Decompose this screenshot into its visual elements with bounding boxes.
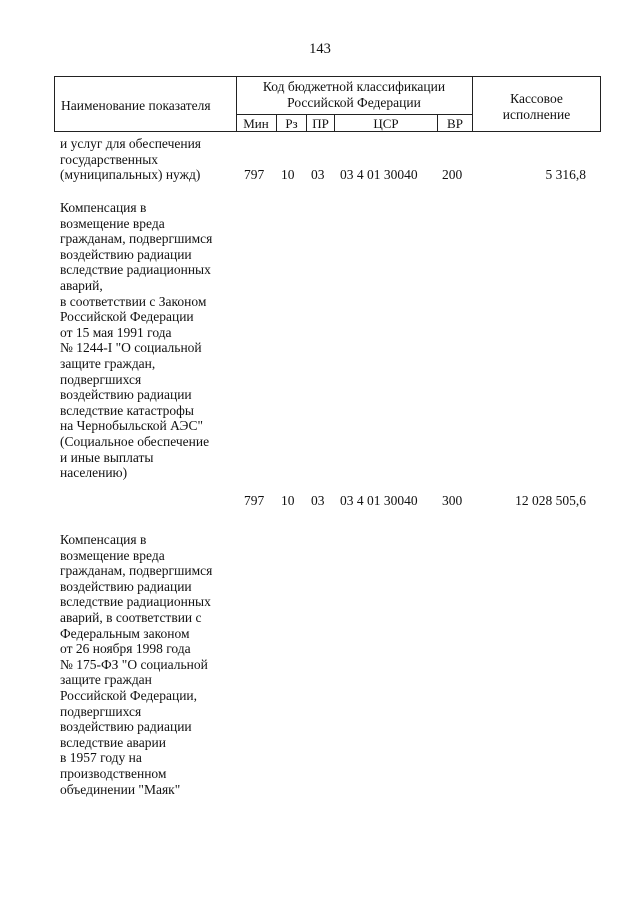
row-2-line: от 15 мая 1991 года: [60, 324, 172, 340]
row-3-line: в 1957 году на: [60, 750, 142, 766]
header-exec-line2: исполнение: [502, 107, 571, 122]
row-1-amount: 5 316,8: [545, 167, 586, 182]
header-exec-column: [473, 77, 600, 131]
row-3-line: вследствие радиационных: [60, 594, 211, 610]
row-3-line: вследствие аварии: [60, 734, 166, 750]
row-1-vr: 200: [442, 167, 463, 182]
row-3-line: Российской Федерации,: [60, 687, 198, 703]
row-2-line: Российской Федерации: [60, 309, 194, 325]
header-name-column: [55, 77, 237, 131]
row-1-csr: 03 4 01 30040: [340, 167, 418, 182]
row-2-line: подвергшихся: [60, 371, 142, 387]
row-3-line: аварий, в соответствии с: [60, 609, 202, 625]
header-code-title-line1: Код бюджетной классификации: [262, 79, 446, 94]
row-3-line: возмещение вреда: [60, 547, 165, 563]
row-3-line: производственном: [60, 765, 167, 781]
row-2-line: защите граждан,: [60, 355, 156, 371]
row-2-description: [60, 200, 240, 481]
row-2-line: № 1244-I "О социальной: [60, 340, 202, 356]
header-rz: Рз: [277, 114, 307, 131]
row-2-line: и иные выплаты: [60, 449, 154, 465]
row-1-rz: 10: [281, 167, 295, 182]
header-name-label: Наименование показателя: [61, 98, 211, 113]
row-1-description: [60, 136, 240, 183]
row-3-line: Компенсация в: [60, 532, 147, 547]
row-3-line: от 26 ноября 1998 года: [60, 641, 191, 657]
row-2-amount: 12 028 505,6: [515, 493, 586, 508]
row-1-min: 797: [244, 167, 265, 182]
row-2-line: аварий,: [60, 277, 103, 293]
header-code-title: [236, 79, 472, 111]
row-3-line: воздействию радиации: [60, 578, 192, 594]
table-header: [54, 76, 601, 132]
row-2-line: вследствие радиационных: [60, 262, 211, 278]
row-2-pr: 03: [311, 493, 325, 508]
row-2-line: в соответствии с Законом: [60, 293, 207, 309]
header-pr: ПР: [307, 114, 335, 131]
row-3-line: подвергшихся: [60, 703, 142, 719]
row-2-line: гражданам, подвергшимся: [60, 231, 213, 247]
row-3-line: объединении "Маяк": [60, 781, 181, 797]
row-3-line: гражданам, подвергшимся: [60, 563, 213, 579]
row-1-line: и услуг для обеспечения: [60, 136, 202, 151]
header-code-group: [236, 77, 473, 131]
header-csr: ЦСР: [335, 114, 438, 131]
row-2-line: Компенсация в: [60, 200, 147, 215]
row-3-line: защите граждан: [60, 672, 152, 688]
page-number: 143: [309, 41, 331, 57]
row-1-line: государственных: [60, 151, 159, 167]
header-min: Мин: [236, 114, 277, 131]
row-2-line: воздействию радиации: [60, 387, 192, 403]
row-2-line: на Чернобыльской АЭС": [60, 418, 203, 434]
header-code-title-line2: Российской Федерации: [287, 95, 421, 110]
row-2-line: вследствие катастрофы: [60, 402, 194, 418]
row-3-line: № 175-ФЗ "О социальной: [60, 656, 208, 672]
row-2-line: возмещение вреда: [60, 215, 165, 231]
row-3-description: [60, 532, 240, 797]
row-2-vr: 300: [442, 493, 463, 508]
header-exec-line1: Кассовое: [510, 91, 563, 106]
header-vr: ВР: [438, 114, 472, 131]
row-2-line: населению): [60, 465, 128, 481]
row-1-pr: 03: [311, 167, 325, 182]
row-2-rz: 10: [281, 493, 295, 508]
row-2-csr: 03 4 01 30040: [340, 493, 418, 508]
row-3-line: воздействию радиации: [60, 719, 192, 735]
row-2-line: воздействию радиации: [60, 246, 192, 262]
row-2-min: 797: [244, 493, 265, 508]
row-2-line: (Социальное обеспечение: [60, 433, 210, 449]
row-3-line: Федеральным законом: [60, 625, 190, 641]
row-1-line: (муниципальных) нужд): [60, 167, 201, 183]
